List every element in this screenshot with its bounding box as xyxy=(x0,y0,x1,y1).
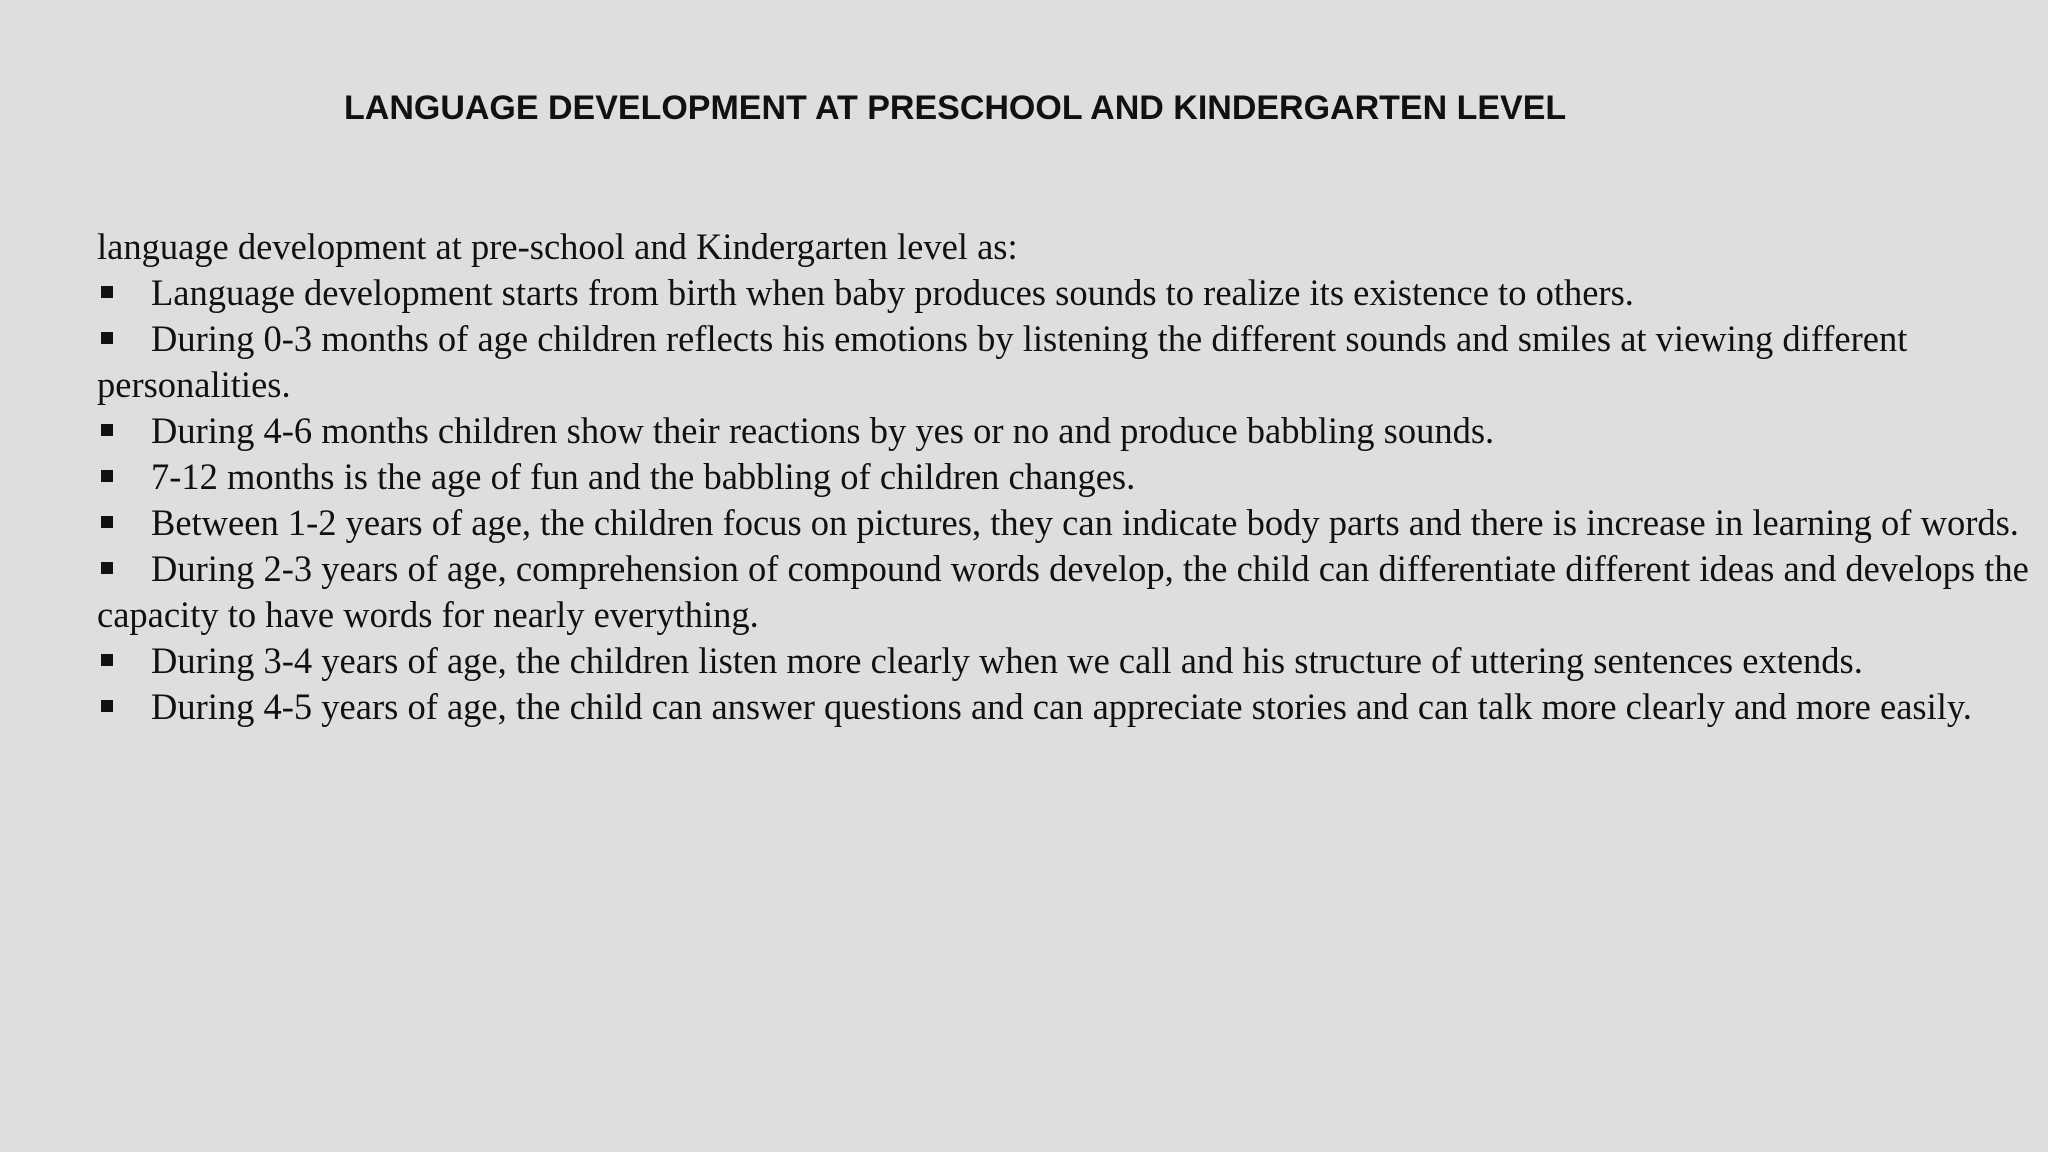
bullet-item xyxy=(97,500,2037,546)
bullet-item xyxy=(97,316,2037,408)
square-bullet-icon xyxy=(101,562,113,574)
square-bullet-icon xyxy=(101,654,113,666)
bullet-item xyxy=(97,684,2037,730)
square-bullet-icon xyxy=(101,700,113,712)
bullet-text: Between 1-2 years of age, the children focus on pictures, they can indicate body parts and there is increase in learning of words. xyxy=(151,502,2019,543)
bullet-item xyxy=(97,546,2037,638)
slide-body xyxy=(97,224,2037,730)
bullet-text: Language development starts from birth when baby produces sounds to realize its existence to others. xyxy=(151,272,1634,313)
bullet-item xyxy=(97,408,2037,454)
slide-title: LANGUAGE DEVELOPMENT AT PRESCHOOL AND KINDERGARTEN LEVEL xyxy=(344,89,1567,127)
square-bullet-icon xyxy=(101,424,113,436)
bullet-item xyxy=(97,270,2037,316)
bullet-list xyxy=(97,270,2037,730)
bullet-text: 7-12 months is the age of fun and the babbling of children changes. xyxy=(151,456,1136,497)
bullet-item xyxy=(97,638,2037,684)
square-bullet-icon xyxy=(101,470,113,482)
bullet-text: During 3-4 years of age, the children listen more clearly when we call and his structure of uttering sentences extends. xyxy=(151,640,1863,681)
intro-text: language development at pre-school and Kindergarten level as: xyxy=(97,226,1018,267)
bullet-text: During 0-3 months of age children reflects his emotions by listening the different sounds and smiles at viewing different personalities. xyxy=(97,318,1908,405)
bullet-text: During 4-5 years of age, the child can answer questions and can appreciate stories and can talk more clearly and more easily. xyxy=(151,686,1972,727)
square-bullet-icon xyxy=(101,286,113,298)
bullet-text: During 2-3 years of age, comprehension of compound words develop, the child can differentiate different ideas and develops the capacity to have words for nearly everything. xyxy=(97,548,2029,635)
bullet-text: During 4-6 months children show their reactions by yes or no and produce babbling sounds. xyxy=(151,410,1495,451)
square-bullet-icon xyxy=(101,332,113,344)
bullet-item xyxy=(97,454,2037,500)
square-bullet-icon xyxy=(101,516,113,528)
